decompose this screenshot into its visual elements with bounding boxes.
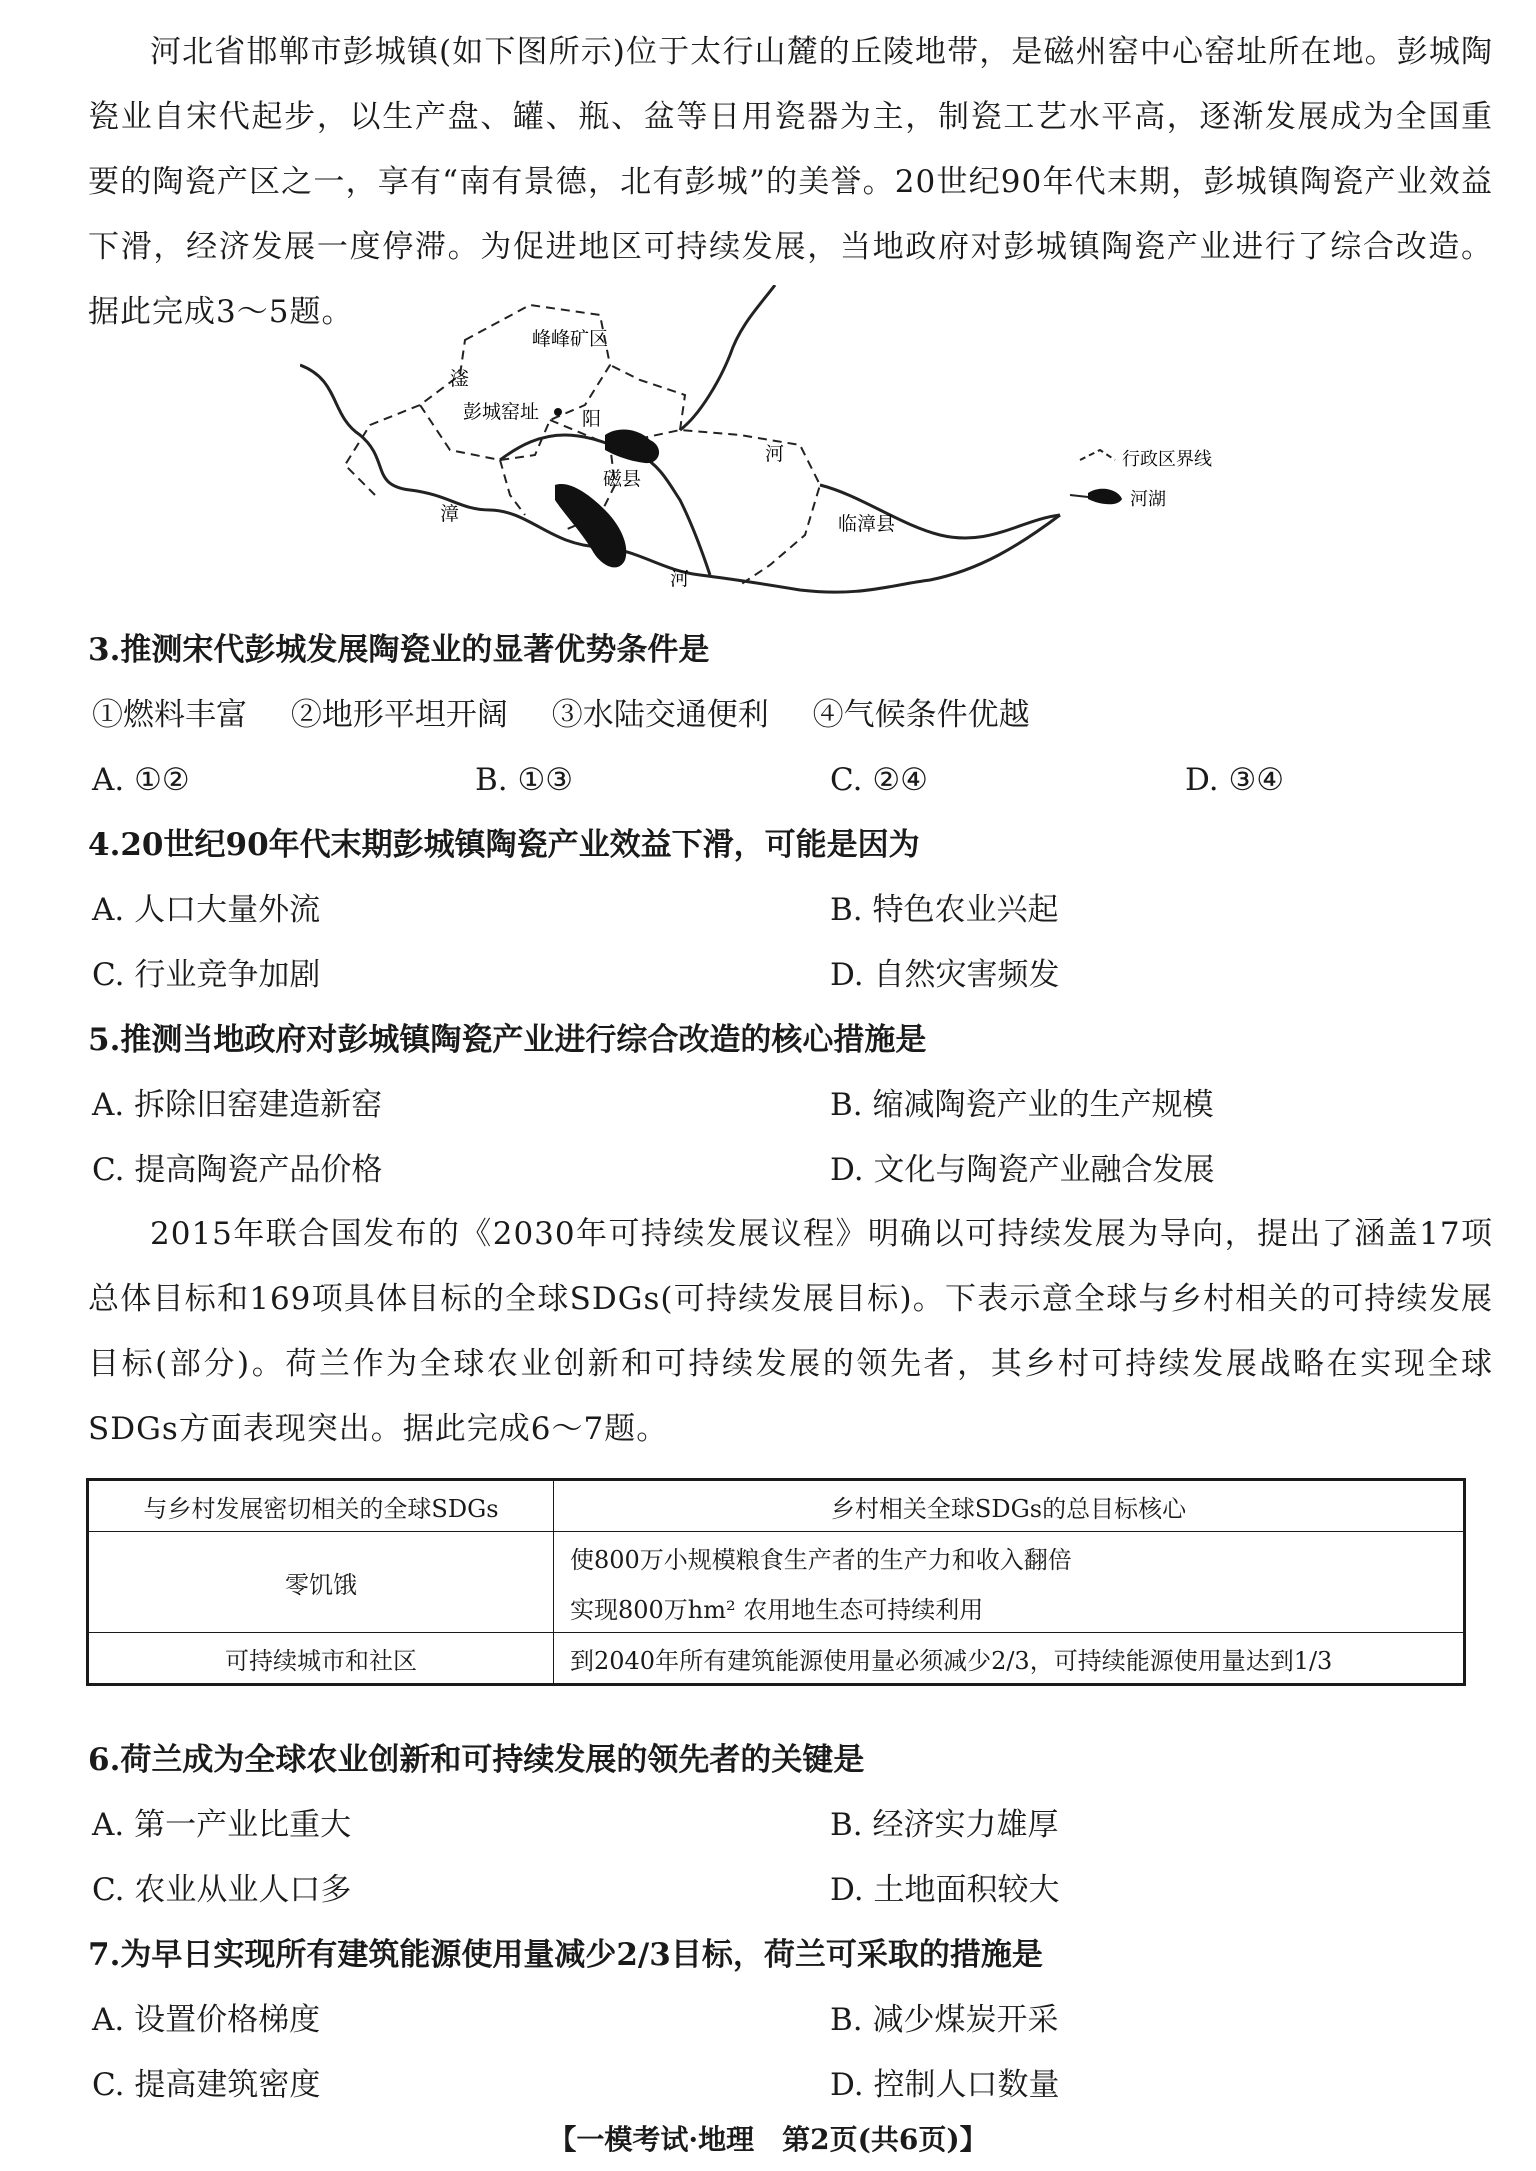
q3-option-c[interactable]: C. ②④ xyxy=(830,762,928,798)
table-cat-sustainable-cities: 可持续城市和社区 xyxy=(88,1633,554,1685)
q4-option-d[interactable]: D. 自然灾害频发 xyxy=(830,957,1060,993)
q3-statement-1: ①燃料丰富 xyxy=(92,697,247,733)
legend-river: 河湖 xyxy=(1130,489,1166,510)
page-footer: 【一模考试·地理 第2页(共6页)】 xyxy=(548,2123,988,2156)
sdg-table xyxy=(86,1478,1466,1686)
lakes xyxy=(555,430,659,568)
q3-statement-4: ④气候条件优越 xyxy=(812,697,1030,733)
q7-option-b[interactable]: B. 减少煤炭开采 xyxy=(830,2002,1059,2038)
q4-option-a[interactable]: A. 人口大量外流 xyxy=(92,892,321,928)
pengcheng-map xyxy=(300,285,1240,610)
question-5-stem: 5.推测当地政府对彭城镇陶瓷产业进行综合改造的核心措施是 xyxy=(88,1022,927,1058)
map-label-fu: 滏 xyxy=(450,368,470,390)
q7-option-a[interactable]: A. 设置价格梯度 xyxy=(92,2002,321,2038)
rivers xyxy=(300,285,1060,592)
map-label-yang: 阳 xyxy=(582,408,602,430)
q4-option-c[interactable]: C. 行业竞争加剧 xyxy=(92,957,321,993)
table-target-3: 到2040年所有建筑能源使用量必须减少2/3，可持续能源使用量达到1/3 xyxy=(554,1633,1465,1685)
q5-option-c[interactable]: C. 提高陶瓷产品价格 xyxy=(92,1152,383,1188)
q4-option-b[interactable]: B. 特色农业兴起 xyxy=(830,892,1059,928)
pengcheng-site-marker xyxy=(554,408,562,416)
q6-option-d[interactable]: D. 土地面积较大 xyxy=(830,1872,1060,1908)
q5-option-d[interactable]: D. 文化与陶瓷产业融合发展 xyxy=(830,1152,1215,1188)
map-label-cixian: 磁县 xyxy=(603,468,642,490)
map-label-he2: 河 xyxy=(765,443,785,465)
intro-passage-1: 河北省邯郸市彭城镇(如下图所示)位于太行山麓的丘陵地带，是磁州窑中心窑址所在地。彭城陶瓷业自宋代起步，以生产盘、罐、瓶、盆等日用瓷器为主，制瓷工艺水平高，逐渐发展成为全国重要的陶瓷产区之一，享有“南有景德，北有彭城”的美誉。20世纪90年代末期，彭城镇陶瓷产业效益下滑，经济发展一度停滞。为促进地区可持续发展，当地政府对彭城镇陶瓷产业进行了综合改造。据此完成3～5题。 xyxy=(88,34,1493,330)
q3-statement-3: ③水陆交通便利 xyxy=(551,697,769,733)
map-label-pengcheng: 彭城窑址 xyxy=(463,401,540,423)
q3-option-d[interactable]: D. ③④ xyxy=(1185,762,1285,798)
q6-option-c[interactable]: C. 农业从业人口多 xyxy=(92,1872,352,1908)
q7-option-d[interactable]: D. 控制人口数量 xyxy=(830,2067,1060,2103)
legend-boundary: 行政区界线 xyxy=(1122,449,1212,470)
map-label-zhang: 漳 xyxy=(440,503,460,525)
question-3-statements xyxy=(92,695,1064,735)
table-cat-zero-hunger: 零饥饿 xyxy=(88,1532,554,1633)
table-header-core: 乡村相关全球SDGs的总目标核心 xyxy=(554,1480,1465,1532)
map-label-he: 河 xyxy=(670,568,690,590)
question-4-stem: 4.20世纪90年代末期彭城镇陶瓷产业效益下滑，可能是因为 xyxy=(88,827,920,863)
question-6-stem: 6.荷兰成为全球农业创新和可持续发展的领先者的关键是 xyxy=(88,1742,865,1778)
map-label-fengfeng: 峰峰矿区 xyxy=(532,328,609,350)
q3-option-a[interactable]: A. ①② xyxy=(92,762,190,798)
intro-passage-2: 2015年联合国发布的《2030年可持续发展议程》明确以可持续发展为导向，提出了涵盖17项总体目标和169项具体目标的全球SDGs(可持续发展目标)。下表示意全球与乡村相关的可持续发展目标(部分)。荷兰作为全球农业创新和可持续发展的领先者，其乡村可持续发展战略在实现全球SDGs方面表现突出。据此完成6～7题。 xyxy=(88,1216,1493,1447)
q6-option-a[interactable]: A. 第一产业比重大 xyxy=(92,1807,352,1843)
q3-option-b[interactable]: B. ①③ xyxy=(475,762,574,798)
map-label-linzhang: 临漳县 xyxy=(838,513,896,535)
q6-option-b[interactable]: B. 经济实力雄厚 xyxy=(830,1807,1059,1843)
q3-statement-2: ②地形平坦开阔 xyxy=(290,697,508,733)
table-header-sdgs: 与乡村发展密切相关的全球SDGs xyxy=(88,1480,554,1532)
question-3-stem: 3.推测宋代彭城发展陶瓷业的显著优势条件是 xyxy=(88,632,710,668)
q5-option-b[interactable]: B. 缩减陶瓷产业的生产规模 xyxy=(830,1087,1214,1123)
table-target-1: 使800万小规模粮食生产者的生产力和收入翻倍 xyxy=(554,1532,1465,1583)
question-7-stem: 7.为早日实现所有建筑能源使用量减少2/3目标，荷兰可采取的措施是 xyxy=(88,1937,1043,1973)
q7-option-c[interactable]: C. 提高建筑密度 xyxy=(92,2067,321,2103)
q5-option-a[interactable]: A. 拆除旧窑建造新窑 xyxy=(92,1087,383,1123)
map-legend xyxy=(1070,449,1212,510)
table-target-2: 实现800万hm² 农用地生态可持续利用 xyxy=(554,1582,1465,1633)
